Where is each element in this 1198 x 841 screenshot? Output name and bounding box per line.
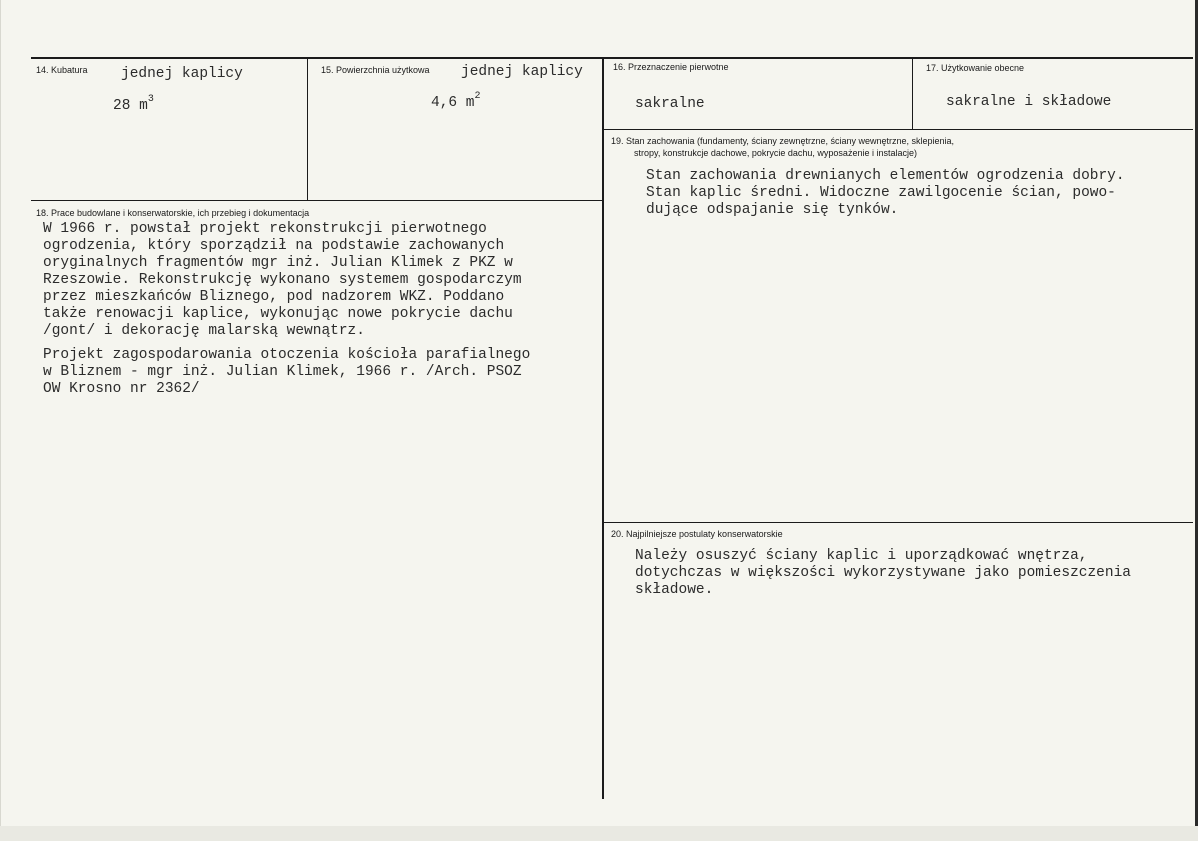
field-14-value <box>113 94 154 115</box>
field-14-qualifier: jednej kaplicy <box>121 66 243 82</box>
field-16-value: sakralne <box>635 96 705 112</box>
rule-above-19 <box>604 129 1193 130</box>
field-16-label: 16. Przeznaczenie pierwotne <box>613 62 729 72</box>
field-15-number: 4,6 m <box>431 95 475 111</box>
field-15-value <box>431 91 481 112</box>
field-18-paragraph-1: W 1966 r. powstał projekt rekonstrukcji pierwotnego ogrodzenia, który sporządził na podstawie zachowanych oryginalnych fragmentów mgr inż. Julian Klimek z PKZ w Rzeszowie. Rekonstrukcję wykonano systemem gospodarczym przez mieszkańców Bliznego, pod nadzorem WKZ. Poddano także renowacji kaplice, wykonując nowe pokrycie dachu /gont/ i dekorację malarską wewnątrz. <box>43 221 522 339</box>
field-20-text: Należy osuszyć ściany kaplic i uporządkować wnętrza, dotychczas w większości wykorzystywane jako pomieszczenia składowe. <box>635 548 1131 598</box>
divider-16-17 <box>912 59 913 129</box>
field-18-paragraph-2: Projekt zagospodarowania otoczenia kościoła parafialnego w Bliznem - mgr inż. Julian Klimek, 1966 r. /Arch. PSOZ OW Krosno nr 2362/ <box>43 347 531 397</box>
field-17-label: 17. Użytkowanie obecne <box>926 63 1025 73</box>
card-bottom-edge <box>0 826 1198 841</box>
field-14-label: 14. Kubatura <box>36 65 88 75</box>
field-19-label-line2: stropy, konstrukcje dachowe, pokrycie dachu, wyposażenie i instalacje) <box>634 148 917 158</box>
field-15-exponent: 2 <box>474 91 481 103</box>
field-18-label: 18. Prace budowlane i konserwatorskie, ich przebieg i dokumentacja <box>36 208 310 218</box>
rule-above-18 <box>31 200 603 201</box>
field-20-label: 20. Najpilniejsze postulaty konserwatorskie <box>611 529 783 539</box>
field-19-text: Stan zachowania drewnianych elementów ogrodzenia dobry. Stan kaplic średni. Widoczne zawilgocenie ścian, powo- dujące odspajanie się tynków. <box>646 168 1125 218</box>
field-14-number: 28 m <box>113 98 148 114</box>
field-15-qualifier: jednej kaplicy <box>461 64 583 80</box>
field-17-value: sakralne i składowe <box>946 94 1112 110</box>
divider-14-15 <box>307 59 308 200</box>
center-divider <box>602 59 604 799</box>
field-15-label: 15. Powierzchnia użytkowa <box>321 65 430 75</box>
field-19-label-line1: 19. Stan zachowania (fundamenty, ściany zewnętrzne, ściany wewnętrzne, sklepienia, <box>611 136 955 146</box>
rule-above-20 <box>604 522 1193 523</box>
top-rule <box>31 57 1193 59</box>
field-14-exponent: 3 <box>147 94 154 106</box>
